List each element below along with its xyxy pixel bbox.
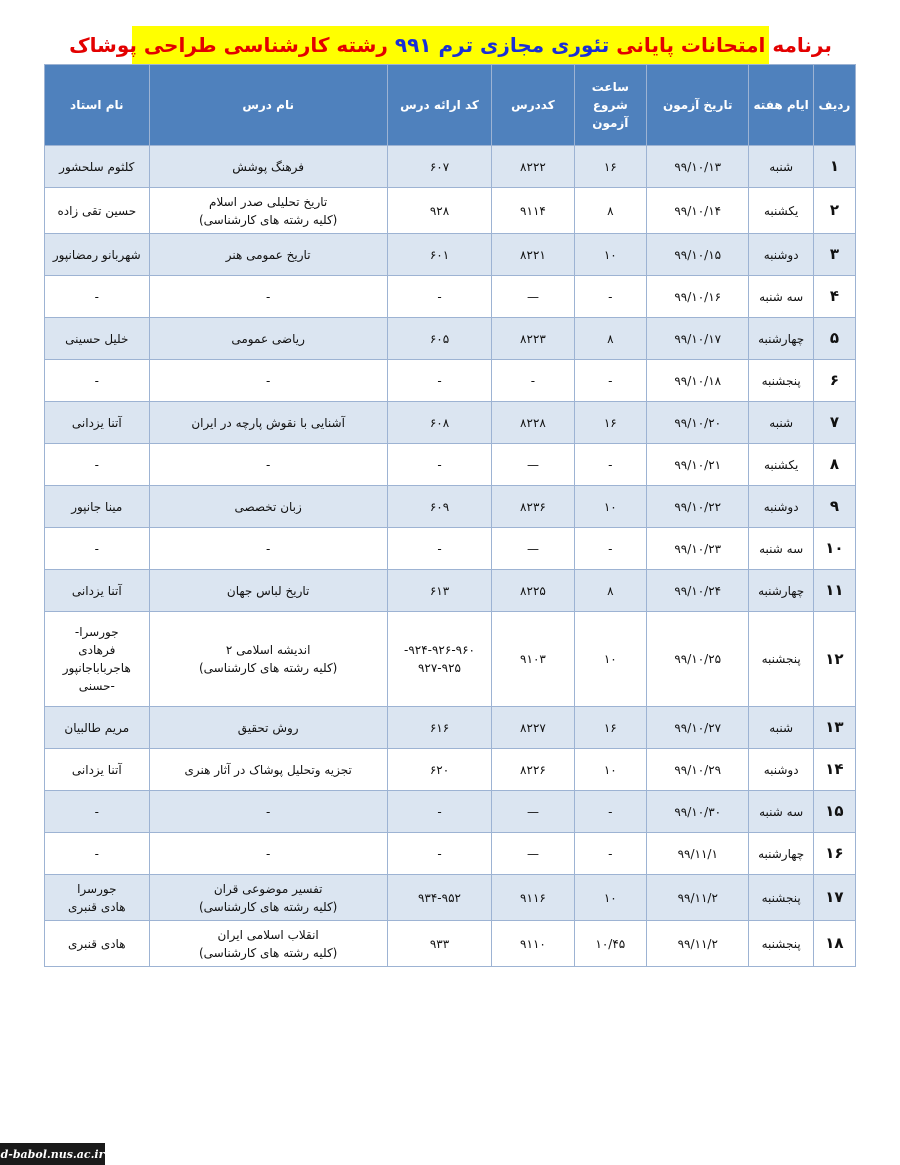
cell-course-code: ۹۱۱۶: [492, 875, 574, 921]
cell-radif: ۱۱: [813, 570, 855, 612]
cell-offer-code: -: [387, 791, 492, 833]
header-teacher: نام استاد: [45, 65, 150, 146]
cell-offer-code: ۶۰۷: [387, 146, 492, 188]
cell-day: پنجشنبه: [749, 612, 813, 707]
cell-date: ۹۹/۱۰/۱۸: [646, 360, 749, 402]
table-row: [45, 528, 856, 570]
cell-radif: ۱۶: [813, 833, 855, 875]
cell-course: -: [149, 444, 387, 486]
cell-course: -: [149, 791, 387, 833]
cell-day: سه شنبه: [749, 791, 813, 833]
cell-time: -: [574, 360, 646, 402]
table-row: [45, 146, 856, 188]
cell-offer-code: ۹۲۸: [387, 188, 492, 234]
cell-date: ۹۹/۱۰/۱۴: [646, 188, 749, 234]
cell-offer-code: ۶۰۱: [387, 234, 492, 276]
cell-offer-code: ۶۱۳: [387, 570, 492, 612]
cell-radif: ۹: [813, 486, 855, 528]
cell-teacher: -: [45, 791, 150, 833]
cell-course-code: -: [492, 360, 574, 402]
cell-date: ۹۹/۱۰/۲۲: [646, 486, 749, 528]
cell-teacher: هادی قنبری: [45, 921, 150, 967]
cell-teacher: شهربانو رمضانپور: [45, 234, 150, 276]
cell-day: شنبه: [749, 146, 813, 188]
page-title: [69, 26, 832, 64]
table-row: [45, 402, 856, 444]
cell-date: ۹۹/۱۱/۲: [646, 921, 749, 967]
cell-date: ۹۹/۱۰/۲۷: [646, 707, 749, 749]
cell-course-code: ۹۱۱۴: [492, 188, 574, 234]
cell-teacher: آتنا یزدانی: [45, 570, 150, 612]
cell-day: چهارشنبه: [749, 318, 813, 360]
table-row: [45, 707, 856, 749]
cell-day: دوشنبه: [749, 234, 813, 276]
cell-date: ۹۹/۱۰/۱۷: [646, 318, 749, 360]
cell-time: -: [574, 528, 646, 570]
cell-time: ۱۰: [574, 486, 646, 528]
exam-schedule-table: [44, 64, 856, 967]
cell-day: یکشنبه: [749, 188, 813, 234]
cell-course-code: ۸۲۲۶: [492, 749, 574, 791]
cell-teacher: -: [45, 528, 150, 570]
table-row: [45, 444, 856, 486]
cell-date: ۹۹/۱۰/۱۶: [646, 276, 749, 318]
table-row: [45, 188, 856, 234]
cell-day: چهارشنبه: [749, 833, 813, 875]
cell-time: -: [574, 444, 646, 486]
cell-time: ۱۶: [574, 402, 646, 444]
cell-time: ۸: [574, 188, 646, 234]
cell-time: ۱۰: [574, 612, 646, 707]
cell-date: ۹۹/۱۱/۱: [646, 833, 749, 875]
cell-teacher: جورسرا هادی قنبری: [45, 875, 150, 921]
cell-offer-code: -: [387, 833, 492, 875]
cell-course-code: —: [492, 833, 574, 875]
cell-radif: ۴: [813, 276, 855, 318]
cell-radif: ۱۷: [813, 875, 855, 921]
cell-radif: ۶: [813, 360, 855, 402]
cell-radif: ۱۸: [813, 921, 855, 967]
cell-course: تاریخ لباس جهان: [149, 570, 387, 612]
table-row: [45, 612, 856, 707]
cell-offer-code: ۹۳۳: [387, 921, 492, 967]
table-row: [45, 234, 856, 276]
cell-day: شنبه: [749, 402, 813, 444]
title-part-4: رشته کارشناسی طراحی پوشاک: [69, 33, 388, 57]
cell-teacher: -: [45, 833, 150, 875]
cell-course-code: ۸۲۲۱: [492, 234, 574, 276]
table-body: [45, 146, 856, 967]
cell-teacher: جورسرا- فرهادی هاجرباباجانپور -حسنی: [45, 612, 150, 707]
cell-teacher: آتنا یزدانی: [45, 749, 150, 791]
cell-course: زبان تخصصی: [149, 486, 387, 528]
cell-time: ۱۰/۴۵: [574, 921, 646, 967]
cell-day: پنجشنبه: [749, 875, 813, 921]
header-time: ساعت شروع آزمون: [574, 65, 646, 146]
cell-date: ۹۹/۱۰/۲۹: [646, 749, 749, 791]
cell-course-code: —: [492, 528, 574, 570]
header-date: تاریخ آزمون: [646, 65, 749, 146]
cell-radif: ۵: [813, 318, 855, 360]
cell-time: ۱۶: [574, 146, 646, 188]
cell-course: انقلاب اسلامی ایران (کلیه رشته های کارشناسی): [149, 921, 387, 967]
cell-course: -: [149, 276, 387, 318]
cell-teacher: -: [45, 444, 150, 486]
cell-radif: ۸: [813, 444, 855, 486]
cell-course: تاریخ تحلیلی صدر اسلام (کلیه رشته های کارشناسی): [149, 188, 387, 234]
cell-offer-code: ۶۲۰: [387, 749, 492, 791]
cell-time: ۱۰: [574, 234, 646, 276]
cell-course-code: ۸۲۲۸: [492, 402, 574, 444]
cell-course-code: —: [492, 791, 574, 833]
cell-course: تجزیه وتحلیل پوشاک در آثار هنری: [149, 749, 387, 791]
cell-course: ریاضی عمومی: [149, 318, 387, 360]
cell-date: ۹۹/۱۰/۲۴: [646, 570, 749, 612]
cell-day: سه شنبه: [749, 276, 813, 318]
cell-radif: ۲: [813, 188, 855, 234]
cell-course: آشنایی با نقوش پارچه در ایران: [149, 402, 387, 444]
cell-course-code: —: [492, 444, 574, 486]
cell-offer-code: -: [387, 444, 492, 486]
cell-date: ۹۹/۱۰/۱۵: [646, 234, 749, 276]
cell-day: دوشنبه: [749, 749, 813, 791]
cell-day: یکشنبه: [749, 444, 813, 486]
cell-radif: ۱۴: [813, 749, 855, 791]
cell-radif: ۱۲: [813, 612, 855, 707]
cell-day: پنجشنبه: [749, 360, 813, 402]
table-row: [45, 749, 856, 791]
cell-course: فرهنگ پوشش: [149, 146, 387, 188]
table-row: [45, 570, 856, 612]
cell-date: ۹۹/۱۰/۲۳: [646, 528, 749, 570]
cell-offer-code: ۶۱۶: [387, 707, 492, 749]
header-course-code: کددرس: [492, 65, 574, 146]
cell-course: روش تحقیق: [149, 707, 387, 749]
cell-radif: ۳: [813, 234, 855, 276]
cell-course: -: [149, 528, 387, 570]
cell-teacher: خلیل حسینی: [45, 318, 150, 360]
cell-day: شنبه: [749, 707, 813, 749]
cell-offer-code: -: [387, 528, 492, 570]
cell-time: ۱۰: [574, 749, 646, 791]
cell-date: ۹۹/۱۰/۲۰: [646, 402, 749, 444]
table-row: [45, 791, 856, 833]
cell-date: ۹۹/۱۱/۲: [646, 875, 749, 921]
cell-course-code: ۸۲۲۵: [492, 570, 574, 612]
cell-time: -: [574, 791, 646, 833]
cell-offer-code: ۹۳۴-۹۵۲: [387, 875, 492, 921]
cell-radif: ۱۳: [813, 707, 855, 749]
title-part-1: برنامه امتحانات پایانی: [616, 33, 832, 57]
cell-offer-code: ۶۰۵: [387, 318, 492, 360]
title-part-2: تئوری مجازی ترم: [438, 33, 610, 57]
cell-teacher: -: [45, 276, 150, 318]
header-offer-code: کد ارائه درس: [387, 65, 492, 146]
footer-url: d-babol.nus.ac.ir: [0, 1143, 105, 1165]
cell-course-code: ۸۲۳۶: [492, 486, 574, 528]
cell-teacher: آتنا یزدانی: [45, 402, 150, 444]
table-row: [45, 486, 856, 528]
cell-course: تفسیر موضوعی قران (کلیه رشته های کارشناسی): [149, 875, 387, 921]
table-header-row: [45, 65, 856, 146]
table-row: [45, 875, 856, 921]
cell-course-code: —: [492, 276, 574, 318]
cell-teacher: حسین تقی زاده: [45, 188, 150, 234]
cell-teacher: مریم طالبیان: [45, 707, 150, 749]
table-row: [45, 921, 856, 967]
cell-time: ۸: [574, 318, 646, 360]
cell-date: ۹۹/۱۰/۲۱: [646, 444, 749, 486]
header-course: نام درس: [149, 65, 387, 146]
cell-teacher: کلثوم سلحشور: [45, 146, 150, 188]
cell-course-code: ۸۲۲۳: [492, 318, 574, 360]
cell-course-code: ۹۱۰۳: [492, 612, 574, 707]
cell-course-code: ۸۲۲۲: [492, 146, 574, 188]
table-row: [45, 833, 856, 875]
title-part-3: ۹۹۱: [394, 33, 432, 57]
cell-radif: ۱۰: [813, 528, 855, 570]
cell-course: -: [149, 360, 387, 402]
cell-offer-code: -: [387, 276, 492, 318]
cell-course: تاریخ عمومی هنر: [149, 234, 387, 276]
cell-offer-code: -: [387, 360, 492, 402]
cell-course: -: [149, 833, 387, 875]
cell-time: ۱۰: [574, 875, 646, 921]
cell-time: -: [574, 833, 646, 875]
cell-time: ۱۶: [574, 707, 646, 749]
header-day: ایام هفته: [749, 65, 813, 146]
cell-radif: ۷: [813, 402, 855, 444]
cell-teacher: مینا جانپور: [45, 486, 150, 528]
cell-time: -: [574, 276, 646, 318]
cell-day: سه شنبه: [749, 528, 813, 570]
cell-time: ۸: [574, 570, 646, 612]
cell-offer-code: ۶۰۸: [387, 402, 492, 444]
cell-course-code: ۸۲۲۷: [492, 707, 574, 749]
table-row: [45, 318, 856, 360]
cell-radif: ۱۵: [813, 791, 855, 833]
cell-radif: ۱: [813, 146, 855, 188]
cell-course: اندیشه اسلامی ۲ (کلیه رشته های کارشناسی): [149, 612, 387, 707]
cell-day: چهارشنبه: [749, 570, 813, 612]
table-row: [45, 360, 856, 402]
cell-date: ۹۹/۱۰/۳۰: [646, 791, 749, 833]
cell-day: دوشنبه: [749, 486, 813, 528]
cell-offer-code: ۹۲۴-۹۲۶-۹۶۰- ۹۲۷-۹۲۵: [387, 612, 492, 707]
cell-teacher: -: [45, 360, 150, 402]
cell-course-code: ۹۱۱۰: [492, 921, 574, 967]
cell-date: ۹۹/۱۰/۱۳: [646, 146, 749, 188]
header-radif: ردیف: [813, 65, 855, 146]
table-row: [45, 276, 856, 318]
cell-day: پنجشنبه: [749, 921, 813, 967]
cell-date: ۹۹/۱۰/۲۵: [646, 612, 749, 707]
cell-offer-code: ۶۰۹: [387, 486, 492, 528]
